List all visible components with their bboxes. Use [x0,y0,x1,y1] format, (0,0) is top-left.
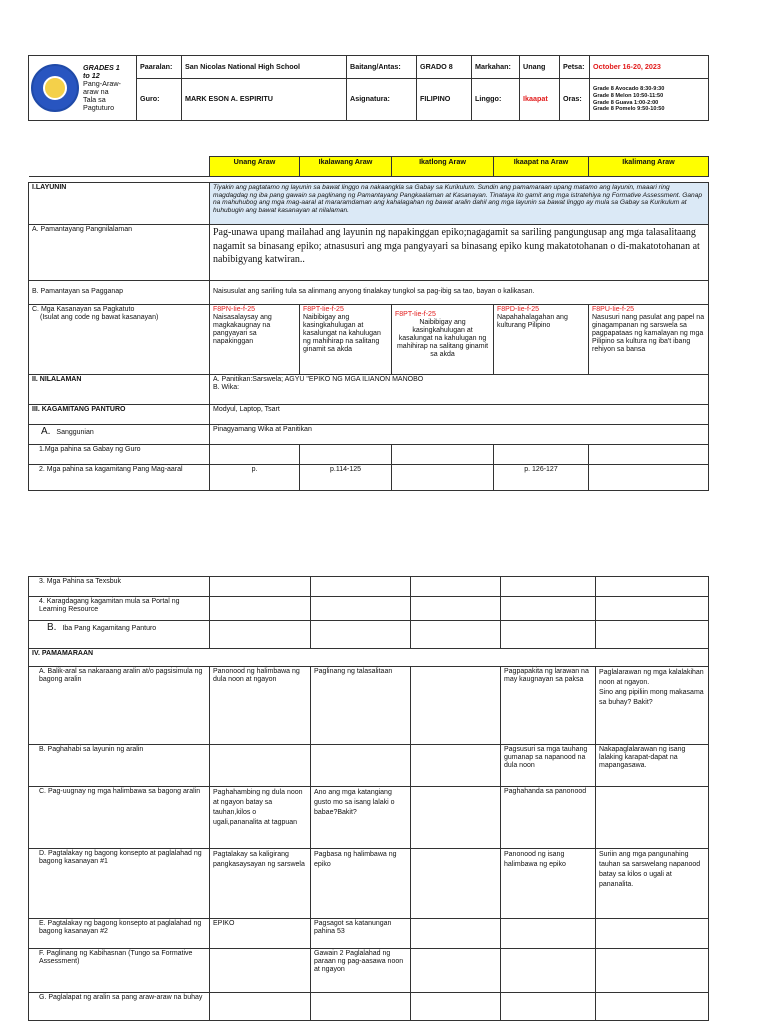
guro-label: Guro: [137,79,182,121]
empty-cell [501,597,596,621]
page-ref [392,465,494,491]
markahan-value: Unang [520,56,560,79]
kasanayan-cell [494,305,589,375]
empty-cell [501,621,596,649]
karagdagan-label: 4. Karagdagang kagamitan mula sa Portal ng Learning Resource [29,597,210,621]
empty-cell [589,445,709,465]
asignatura-value: FILIPINO [417,79,472,121]
procedure-cell: Paglinang ng talasalitaan [311,667,411,745]
layunin-text: Tiyakin ang pagtatamo ng layunin sa bawat linggo na nakaangkla sa Gabay sa Kurikulum. Sundin ang pamamaraan upang matamo ang layunin, maaari ring magdagdag ng iba pang gawain sa paglinang ng Pamantayang Pangkaalaman at Kasanayan. Tinataya ito gamit ang mga istratehiya ng Formative Assessment. Ganap na mahuhubog ang mga mag-aaral at mararamdaman ang kahalagahan ng bawat aralin dahil ang mga layunin sa bawat linggo ay mula sa Gabay sa Kurikulum at huhubugin ang bawat kasanayan at nilalaman. [210,183,709,225]
competency-text: Napahahalagahan ang kulturang Pilipino [497,314,568,330]
sanggunian-label-cell [29,425,210,445]
empty-cell [411,597,501,621]
empty-cell [210,621,311,649]
baitang-label: Baitang/Antas: [347,56,417,79]
procedure-cell [596,993,709,1021]
procedure-cell: Ano ang mga katangiang gusto mo sa isang lalaki o babae?Bakit? [311,787,411,849]
title-line: GRADES 1 [83,62,120,72]
procedure-cell: Paglalarawan ng mga kalalakihan noon at ngayon. Sino ang pipiliin mong makasama sa buhay? Bakit? [596,667,709,745]
procedure-cell: Paghahambing ng dula noon at ngayon batay sa tauhan,kilos o ugali,pananalita at tagpuan [210,787,311,849]
title-line: to 12 [83,70,100,80]
procedure-cell [501,919,596,949]
empty-cell [311,577,411,597]
kasanayan-cell [210,305,300,375]
kagamitang-text: Modyul, Laptop, Tsart [210,405,709,425]
lesson-table-bottom [28,576,709,1021]
title-line: Pagtuturo [83,103,115,113]
header-table [28,55,709,121]
day-header: Ikalimang Araw [589,157,709,177]
gabay-label: 1.Mga pahina sa Gabay ng Guro [29,445,210,465]
header-title [83,64,121,112]
procedure-cell [596,919,709,949]
procedure-cell [596,949,709,993]
kasanayan-sublabel: (Isulat ang code ng bawat kasanayan) [40,314,159,322]
page-ref [589,465,709,491]
procedure-label: C. Pag-uugnay ng mga halimbawa sa bagong aralin [29,787,210,849]
empty-cell [596,597,709,621]
procedure-cell: Pagsusuri sa mga tauhang gumanap sa napanood na dula noon [501,745,596,787]
procedure-cell [411,919,501,949]
competency-code: F8PD-Iie-f-25 [497,306,540,313]
competency-text: Nasusuri nang pasulat ang papel na ginagampanan ng sarswela sa pagpapataas ng kamalayan ng mga Pilipino sa kultura ng iba't ibang rehiyon sa bansa [592,314,705,354]
oras-value [590,79,709,121]
paaralan-label: Paaralan: [137,56,182,79]
nilalaman-label: II. NILALAMAN [29,375,210,405]
kasanayan-label-cell [29,305,210,375]
title-line: Pang-Araw- [83,78,121,88]
page-ref: p. [210,465,300,491]
nilalaman-b: B. Wika: [213,384,240,392]
pamantayang-pangnilalaman-label: A. Pamantayang Pangnilalaman [29,225,210,281]
kasanayan-label: C. Mga Kasanayan sa Pagkatuto [32,306,135,313]
paaralan-value: San Nicolas National High School [182,56,347,79]
competency-code: F8PU-Iie-f-25 [592,306,635,313]
linggo-label: Linggo: [472,79,520,121]
procedure-cell [311,745,411,787]
texbuk-label: 3. Mga Pahina sa Texsbuk [29,577,210,597]
page-ref: p. 126-127 [494,465,589,491]
procedure-cell: Pagpapakita ng larawan na may kaugnayan sa paksa [501,667,596,745]
procedure-label: A. Balik-aral sa nakaraang aralin at/o pagsisimula ng bagong aralin [29,667,210,745]
empty-cell [311,597,411,621]
procedure-cell [411,849,501,919]
procedure-cell [210,993,311,1021]
schedule-line: Grade 8 Guava 1:00-2:00 [593,99,659,106]
procedure-cell [311,993,411,1021]
procedure-cell [411,667,501,745]
day-header: Unang Araw [210,157,300,177]
day-header: Ikatlong Araw [392,157,494,177]
procedure-cell: EPIKO [210,919,311,949]
nilalaman-a: A. Panitikan:Sarswela; AGYU "EPIKO NG MGA ILIANON MANOBO [213,376,424,383]
procedure-label: F. Paglinang ng Kabihasnan (Tungo sa Formative Assessment) [29,949,210,993]
procedure-cell [411,949,501,993]
pamantayan-pagganap-label: B. Pamantayan sa Pagganap [29,281,210,305]
guro-value: MARK ESON A. ESPIRITU [182,79,347,121]
procedure-cell [210,949,311,993]
sanggunian-text: Pinagyamang Wika at Panitikan [210,425,709,445]
oras-label: Oras: [560,79,590,121]
iba-label: Iba Pang Kagamitang Panturo [62,625,157,632]
magaaral-label: 2. Mga pahina sa kagamitang Pang Mag-aaral [29,465,210,491]
nilalaman-text [210,375,709,405]
procedure-cell: Pagbasa ng halimbawa ng epiko [311,849,411,919]
procedure-cell: Pagtalakay sa kaligirang pangkasaysayan ng sarswela [210,849,311,919]
sanggunian-label: Sanggunian [56,429,94,436]
competency-code: F8PT-Iie-f-25 [395,311,436,318]
empty-cell [210,577,311,597]
kasanayan-cell [300,305,392,375]
pamantayang-pangnilalaman-text: Pag-unawa upang mailahad ang layunin ng napakinggan epiko;nagagamit sa sariling pangungusap ang mga talasalitaang nagamit sa binasang epiko; atnasusuri ang mga pangyayari sa binasang epiko kung makatotohanan o di-makatotohanan at nabibigyang katwiran.. [210,225,709,281]
empty-cell [596,621,709,649]
kasanayan-cell [392,305,494,375]
header-title-cell [29,56,137,121]
procedure-cell: Nakapaglalarawan ng isang lalaking karapat-dapat na mapangasawa. [596,745,709,787]
empty-cell [311,621,411,649]
procedure-cell: Panonood ng halimbawa ng dula noon at ngayon [210,667,311,745]
procedure-cell: Pagsagot sa katanungan pahina 53 [311,919,411,949]
linggo-value: Ikaapat [520,79,560,121]
baitang-value: GRADO 8 [417,56,472,79]
competency-text: Naibibigay ang kasingkahulugan at kasalungat na kahulugan ng mahihirap na salitang ginamit sa akda [303,314,381,354]
blank-corner [29,157,210,177]
procedure-label: E. Pagtalakay ng bagong konsepto at paglalahad ng bagong kasanayan #2 [29,919,210,949]
kasanayan-cell [589,305,709,375]
pamamaraan-label: IV. PAMAMARAAN [29,649,709,667]
asignatura-label: Asignatura: [347,79,417,121]
empty-cell [210,445,300,465]
competency-text: Naisasalaysay ang magkakaugnay na pangyayari sa napakinggan [213,314,272,346]
procedure-label: B. Paghahabi sa layunin ng aralin [29,745,210,787]
petsa-value: October 16-20, 2023 [590,56,709,79]
procedure-cell: Suriin ang mga pangunahing tauhan sa sarswelang napanood batay sa kilos o ugali at pananalita. [596,849,709,919]
iba-label-cell [29,621,210,649]
empty-cell [494,445,589,465]
procedure-cell [411,745,501,787]
petsa-label: Petsa: [560,56,590,79]
procedure-cell [596,787,709,849]
empty-cell [392,445,494,465]
procedure-cell: Gawain 2 Paglalahad ng paraan ng pag-aasawa noon at ngayon [311,949,411,993]
schedule-line: Grade 8 Avocado 8:30-9:30 [593,85,665,92]
competency-code: F8PT-Iie-f-25 [303,306,344,313]
deped-seal-icon [31,64,79,112]
procedure-cell: Paghahanda sa panonood [501,787,596,849]
procedure-cell [411,787,501,849]
procedure-cell [501,949,596,993]
competency-text: Naibibigay ang kasingkahulugan at kasalungat na kahulugan ng mahihirap na salitang ginamit sa akda [396,319,489,359]
markahan-label: Markahan: [472,56,520,79]
empty-cell [411,577,501,597]
kagamitang-label: III. KAGAMITANG PANTURO [29,405,210,425]
procedure-label: G. Paglalapat ng aralin sa pang araw-araw na buhay [29,993,210,1021]
day-header: Ikalawang Araw [300,157,392,177]
empty-cell [596,577,709,597]
procedure-cell: Panonood ng isang halimbawa ng epiko [501,849,596,919]
lesson-table-top [28,156,709,491]
procedure-cell [210,745,311,787]
empty-cell [411,621,501,649]
empty-cell [501,577,596,597]
title-line: Tala sa [83,95,106,105]
title-line: araw na [83,87,109,96]
procedure-cell [501,993,596,1021]
competency-code: F8PN-Iie-f-25 [213,306,256,313]
schedule-line: Grade 8 Melon 10:50-11:50 [593,92,664,99]
procedure-label: D. Pagtalakay ng bagong konsepto at paglalahad ng bagong kasanayan #1 [29,849,210,919]
pamantayan-pagganap-text: Naisusulat ang sariling tula sa alinmang anyong tinalakay tungkol sa pag-ibig sa tao, bayan o kalikasan. [210,281,709,305]
layunin-label: I.LAYUNIN [29,183,210,225]
empty-cell [210,597,311,621]
day-header: Ikaapat na Araw [494,157,589,177]
schedule-line: Grade 8 Pomelo 9:50-10:50 [593,106,665,113]
iba-letter: B. [47,622,57,633]
page-ref: p.114-125 [300,465,392,491]
empty-cell [300,445,392,465]
procedure-cell [411,993,501,1021]
sanggunian-letter: A. [41,426,51,437]
